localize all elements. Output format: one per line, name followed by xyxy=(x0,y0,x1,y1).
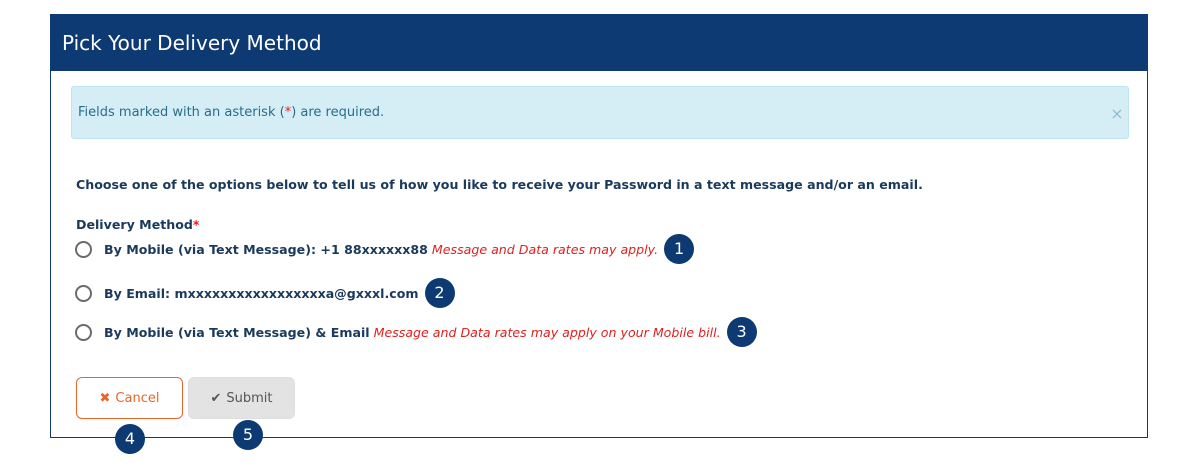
alert-text-before: Fields marked with an asterisk ( xyxy=(78,105,285,120)
delivery-method-label-text: Delivery Method xyxy=(76,217,193,232)
alert-required-star: * xyxy=(284,105,292,120)
close-icon: ✖ xyxy=(99,390,111,406)
cancel-button-label: Cancel xyxy=(115,390,160,406)
required-fields-alert xyxy=(71,86,1129,139)
option-mobile-label: By Mobile (via Text Message): +1 88xxxxxx88 xyxy=(104,241,428,257)
cancel-button[interactable] xyxy=(76,377,183,419)
close-icon[interactable]: × xyxy=(1110,104,1124,123)
radio-mobile-and-email[interactable] xyxy=(75,324,92,341)
radio-mobile[interactable] xyxy=(75,241,92,258)
delivery-method-panel xyxy=(50,14,1148,438)
annotation-badge-5: 5 xyxy=(233,420,263,450)
panel-title: Pick Your Delivery Method xyxy=(51,15,1147,71)
submit-button-label: Submit xyxy=(226,390,273,406)
delivery-method-label xyxy=(76,217,200,232)
option-mobile-and-email[interactable] xyxy=(75,321,757,343)
check-icon: ✔ xyxy=(210,390,222,406)
option-email[interactable] xyxy=(75,282,455,304)
alert-text-after: ) are required. xyxy=(291,105,385,120)
annotation-badge-3: 3 xyxy=(727,317,757,347)
annotation-badge-1: 1 xyxy=(664,234,694,264)
annotation-badge-2: 2 xyxy=(425,278,455,308)
submit-button[interactable] xyxy=(188,377,295,419)
radio-email[interactable] xyxy=(75,285,92,302)
required-star: * xyxy=(192,217,200,232)
annotation-badge-4: 4 xyxy=(115,424,145,454)
option-mobile-and-email-label: By Mobile (via Text Message) & Email xyxy=(104,324,370,340)
option-mobile[interactable] xyxy=(75,238,694,260)
option-mobile-and-email-note: Message and Data rates may apply on your Mobile bill. xyxy=(373,324,721,340)
option-email-label: By Email: mxxxxxxxxxxxxxxxxxa@gxxxl.com xyxy=(104,285,419,301)
delivery-instructions: Choose one of the options below to tell us of how you like to receive your Password in a text message and/or an email. xyxy=(76,177,923,192)
option-mobile-note: Message and Data rates may apply. xyxy=(431,241,659,257)
